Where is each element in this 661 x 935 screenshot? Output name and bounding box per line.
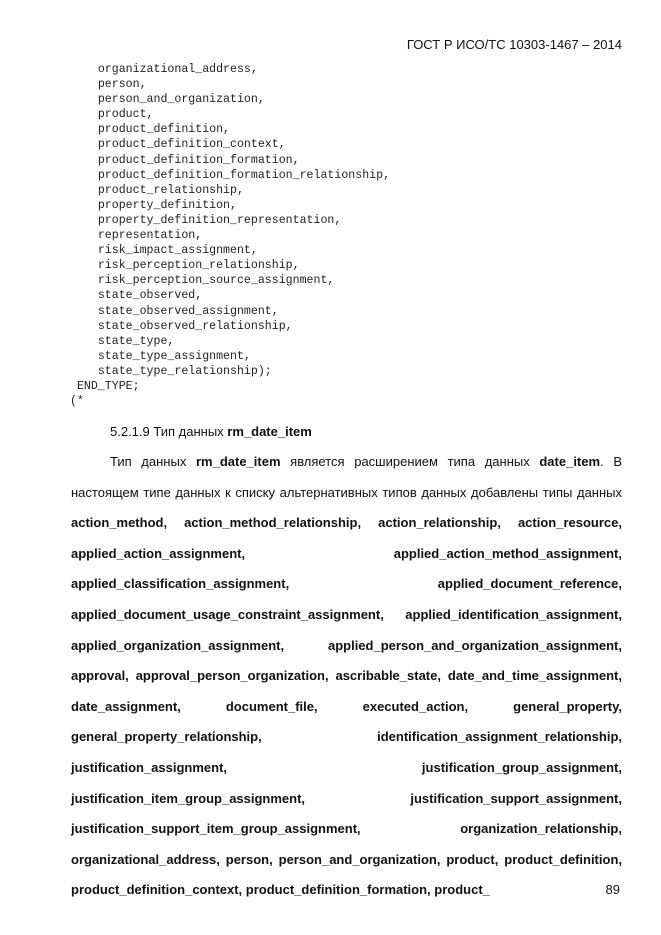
- document-header: ГОСТ Р ИСО/ТС 10303-1467 – 2014: [406, 37, 622, 52]
- body-paragraph: [71, 447, 622, 906]
- code-line: product_definition_formation_relationship,: [70, 168, 391, 182]
- code-line: risk_perception_source_assignment,: [70, 274, 335, 288]
- code-line: person_and_organization,: [70, 93, 265, 107]
- code-line: product_definition_context,: [70, 138, 286, 152]
- code-line: state_observed,: [70, 289, 203, 303]
- code-line: property_definition,: [70, 198, 237, 212]
- section-heading: [110, 424, 312, 440]
- code-line: product_definition_formation,: [70, 153, 300, 167]
- paragraph-text-1: Тип данных: [110, 454, 196, 469]
- section-type-name: rm_date_item: [227, 424, 312, 439]
- section-number: 5.2.1.9 Тип данных: [110, 424, 228, 439]
- code-line: state_type_assignment,: [70, 349, 251, 363]
- code-line: state_observed_relationship,: [70, 319, 293, 333]
- page-number: 89: [605, 882, 620, 897]
- code-line: product_relationship,: [70, 183, 244, 197]
- code-line: state_observed_assignment,: [70, 304, 279, 318]
- express-code-block: [70, 62, 390, 409]
- paragraph-base-type: date_item: [539, 454, 601, 469]
- paragraph-text-2: является расширением типа данных: [280, 454, 540, 469]
- code-line: organizational_address,: [70, 63, 258, 76]
- code-line: person,: [70, 78, 147, 92]
- code-line: product_definition,: [70, 123, 231, 137]
- code-line: END_TYPE;: [70, 379, 140, 393]
- code-line: (*: [70, 395, 84, 409]
- paragraph-text-3: . В настоящем типе данных к списку альтернативных типов данных добавлены типы данных: [71, 454, 622, 500]
- code-line: risk_perception_relationship,: [70, 259, 300, 273]
- code-line: state_type_relationship);: [70, 364, 272, 378]
- code-line: risk_impact_assignment,: [70, 244, 258, 258]
- code-line: state_type,: [70, 334, 175, 348]
- code-line: product,: [70, 108, 154, 122]
- code-line: property_definition_representation,: [70, 213, 342, 227]
- paragraph-added-types: action_method, action_method_relationship, action_relationship, action_resource, applied_action_assignment, applied_action_method_assignment, applied_classification_assignment, applied_document_reference, applied_document_usage_constraint_assignment, applied_identification_assignment, applied_organization_assignment, applied_person_and_organization_assignment, approval, approval_person_organization, ascribable_state, date_and_time_assignment, date_assignment, document_file, executed_action, general_property, general_property_relationship, identification_assignment_relationship, justification_assignment, justification_group_assignment, justification_item_group_assignment, justification_support_assignment, justification_support_item_group_assignment, organization_relationship, organizational_address, person, person_and_organization, product, product_definition, product_definition_context, product_definition_formation, product_: [71, 515, 622, 898]
- paragraph-type-name: rm_date_item: [195, 454, 281, 469]
- code-line: representation,: [70, 229, 203, 243]
